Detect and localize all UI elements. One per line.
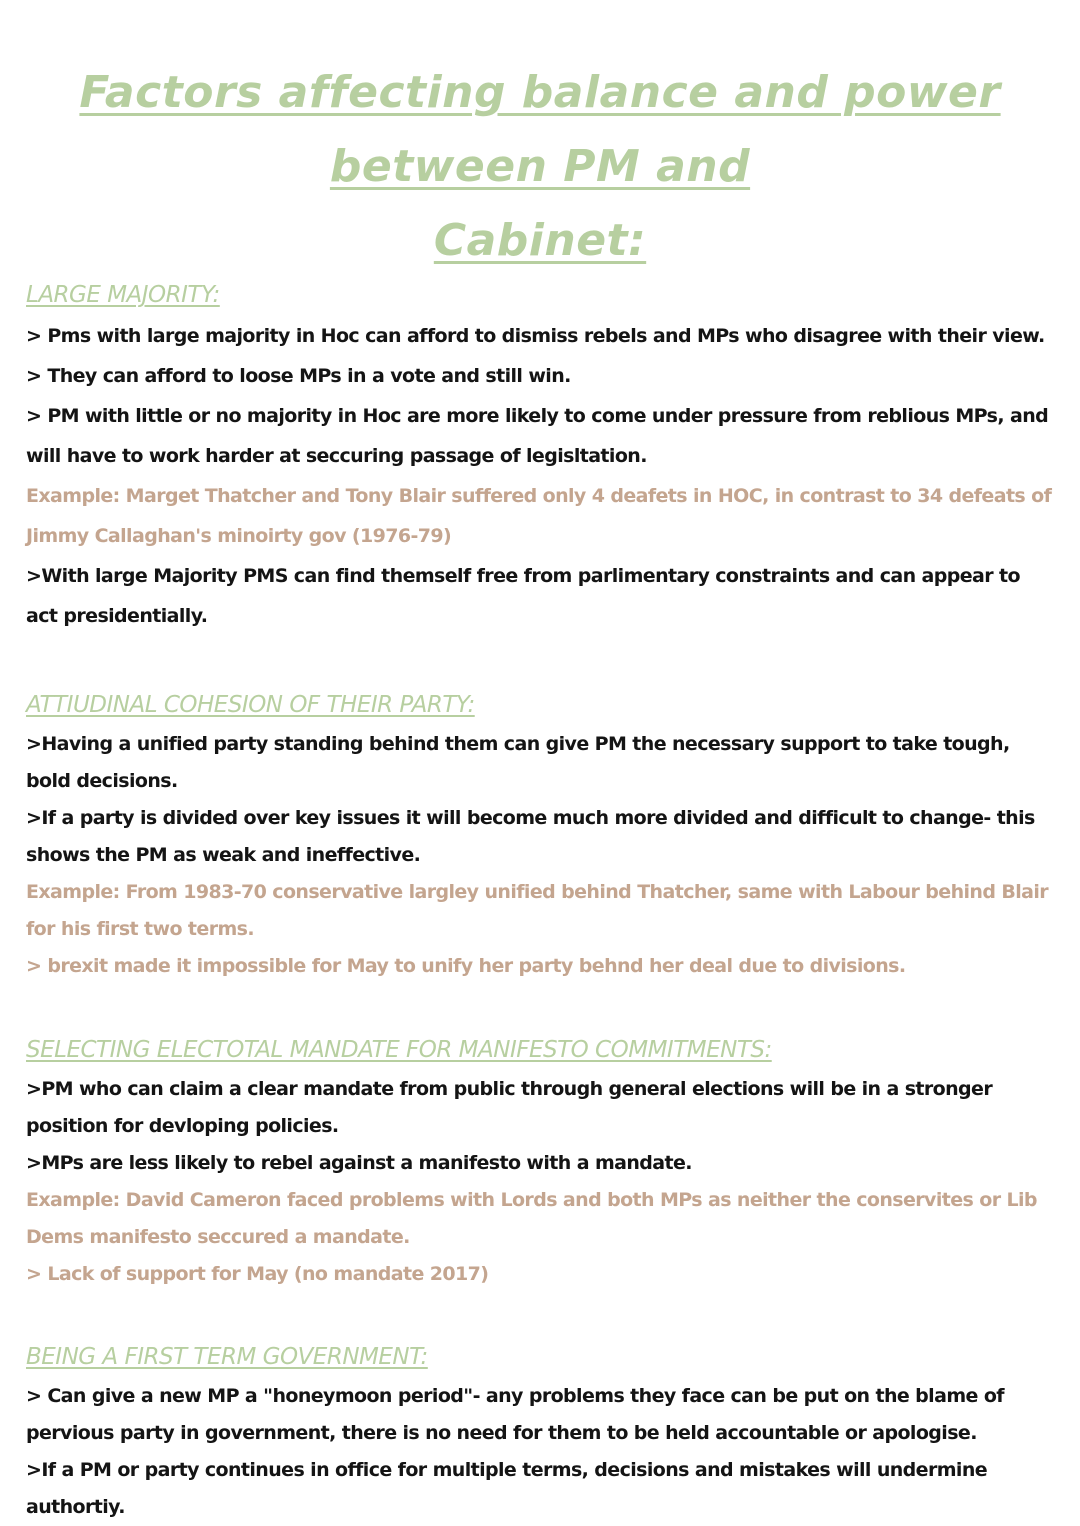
- example-paragraph: > Lack of support for May (no mandate 2017): [26, 1263, 489, 1285]
- section-heading: BEING A FIRST TERM GOVERNMENT:: [26, 1344, 428, 1370]
- page-title-line-2: Cabinet:: [433, 215, 647, 266]
- section-paragraph: >MPs are less likely to rebel against a manifesto with a mandate.: [26, 1152, 692, 1174]
- section-first-term-government: [26, 1342, 1054, 1526]
- section-paragraph: > They can afford to loose MPs in a vote and still win.: [26, 365, 571, 387]
- section-paragraph: > PM with little or no majority in Hoc are more likely to come under pressure from reblious MPs, and will have to work harder at seccuring passage of legisltation.: [26, 405, 1049, 467]
- example-paragraph: Example: David Cameron faced problems with Lords and both MPs as neither the conservites or Lib Dems manifesto seccured a mandate.: [26, 1189, 1037, 1248]
- section-electoral-mandate: [26, 1035, 1054, 1293]
- section-paragraph: >If a party is divided over key issues it will become much more divided and difficult to change- this shows the PM as weak and ineffective.: [26, 807, 1035, 866]
- page-title-line-1: Factors affecting balance and power between PM and: [79, 67, 1001, 192]
- section-large-majority: [26, 280, 1054, 636]
- page-title: [26, 56, 1054, 278]
- section-heading: SELECTING ELECTOTAL MANDATE FOR MANIFESTO COMMITMENTS:: [26, 1037, 772, 1063]
- example-paragraph: Example: Marget Thatcher and Tony Blair suffered only 4 deafets in HOC, in contrast to 34 defeats of Jimmy Callaghan's minoirty gov (1976-79): [26, 485, 1052, 547]
- section-attitudinal-cohesion: [26, 690, 1054, 985]
- section-paragraph: >PM who can claim a clear mandate from public through general elections will be in a stronger position for devloping policies.: [26, 1078, 993, 1137]
- example-paragraph: Example: From 1983-70 conservative largley unified behind Thatcher, same with Labour behind Blair for his first two terms.: [26, 881, 1049, 940]
- section-heading: ATTIUDINAL COHESION OF THEIR PARTY:: [26, 692, 475, 718]
- section-paragraph: >With large Majority PMS can find themself free from parlimentary constraints and can appear to act presidentially.: [26, 565, 1020, 627]
- example-paragraph: > brexit made it impossible for May to unify her party behnd her deal due to divisions.: [26, 955, 906, 977]
- section-paragraph: > Can give a new MP a "honeymoon period"- any problems they face can be put on the blame of pervious party in government, there is no need for them to be held accountable or apologise.: [26, 1385, 1004, 1444]
- section-heading: LARGE MAJORITY:: [26, 282, 220, 308]
- section-paragraph: > Pms with large majority in Hoc can afford to dismiss rebels and MPs who disagree with their view.: [26, 325, 1045, 347]
- section-paragraph: >If a PM or party continues in office for multiple terms, decisions and mistakes will undermine authortiy.: [26, 1459, 988, 1518]
- section-paragraph: >Having a unified party standing behind them can give PM the necessary support to take tough, bold decisions.: [26, 733, 1010, 792]
